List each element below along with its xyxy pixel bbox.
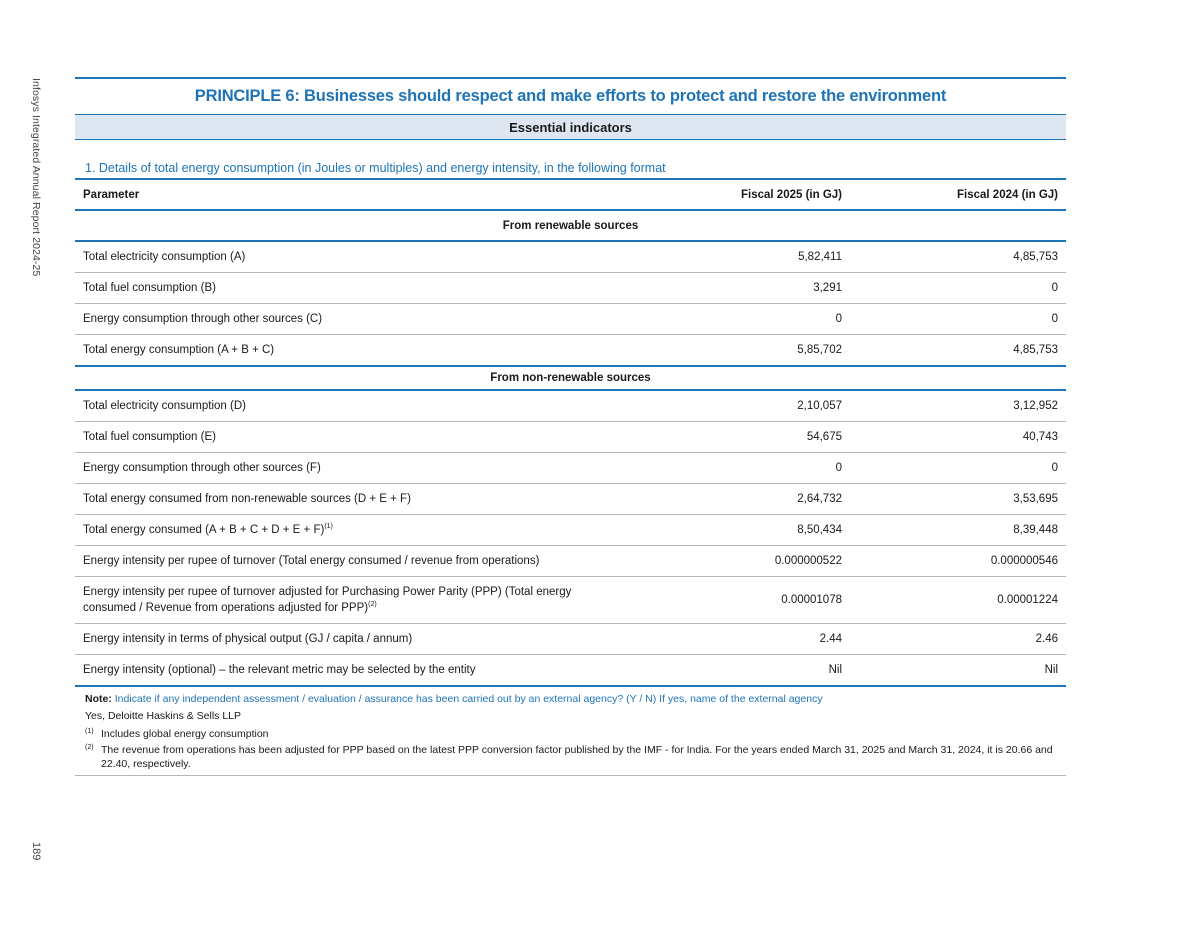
param-text-line-1: Energy intensity per rupee of turnover adjusted for Purchasing Power Parity (PPP) (Total energy [83,586,572,598]
question-text: 1. Details of total energy consumption (in Joules or multiples) and energy intensity, in the following format [85,161,666,175]
fy24-cell: 3,12,952 [850,390,1066,422]
table-header-row [75,179,1066,210]
page-number: 189 [30,842,42,861]
section-row-non-renewable [75,366,1066,390]
section-row-renewable [75,210,1066,241]
fy25-cell: 2.44 [635,624,850,655]
section-label: From renewable sources [75,210,1066,241]
fy25-cell: 0 [635,453,850,484]
fy25-cell: Nil [635,655,850,687]
table-row [75,422,1066,453]
fy24-cell: 40,743 [850,422,1066,453]
fy24-cell: 8,39,448 [850,515,1066,546]
param-cell: Total energy consumption (A + B + C) [75,335,635,367]
param-cell: Total electricity consumption (D) [75,390,635,422]
note-answer: Yes, Deloitte Haskins & Sells LLP [85,710,242,722]
table-row [75,453,1066,484]
footnote-mark: (2) [85,744,94,751]
fy24-cell: 0 [850,304,1066,335]
table-row [75,241,1066,273]
report-title-vertical: Infosys Integrated Annual Report 2024-25 [30,78,42,277]
table-row [75,484,1066,515]
fy24-cell: 0.00001224 [850,577,1066,624]
param-cell: Total fuel consumption (E) [75,422,635,453]
table-row [75,624,1066,655]
fy25-cell: 5,85,702 [635,335,850,367]
notes-section [75,687,1066,776]
footnote-text: Includes global energy consumption [101,728,269,740]
section-label: From non-renewable sources [75,366,1066,390]
footnote-mark: (1) [85,728,94,735]
fy25-cell: 3,291 [635,273,850,304]
param-cell: Energy intensity per rupee of turnover (Total energy consumed / revenue from operations) [75,546,635,577]
fy24-cell: 2.46 [850,624,1066,655]
table-row [75,546,1066,577]
fy24-cell: 0.000000546 [850,546,1066,577]
footnote-1 [85,727,1066,741]
fy25-cell: 0 [635,304,850,335]
footnote-text: The revenue from operations has been adjusted for PPP based on the latest PPP conversion factor published by the IMF - for India. For the years ended March 31, 2025 and March 31, 2024, it is 20.66 and 22.40, respectively. [101,744,1053,770]
fy25-cell: 54,675 [635,422,850,453]
energy-consumption-table [75,178,1066,687]
param-cell [75,515,635,546]
table-row [75,335,1066,367]
fy25-cell: 0.00001078 [635,577,850,624]
fy25-cell: 5,82,411 [635,241,850,273]
fy25-cell: 8,50,434 [635,515,850,546]
param-cell: Energy intensity in terms of physical output (GJ / capita / annum) [75,624,635,655]
principle-title: PRINCIPLE 6: Businesses should respect and make efforts to protect and restore the environment [75,77,1066,114]
table-row [75,273,1066,304]
header-parameter: Parameter [75,179,635,210]
table-row [75,390,1066,422]
header-fiscal-2025: Fiscal 2025 (in GJ) [635,179,850,210]
param-cell: Energy intensity (optional) – the relevant metric may be selected by the entity [75,655,635,687]
param-cell: Energy consumption through other sources (F) [75,453,635,484]
footnote-ref: (1) [324,523,333,531]
fy24-cell: 0 [850,273,1066,304]
table-row [75,655,1066,687]
fy24-cell: Nil [850,655,1066,687]
table-row [75,304,1066,335]
fy25-cell: 0.000000522 [635,546,850,577]
fy25-cell: 2,64,732 [635,484,850,515]
page-content [75,77,1066,776]
param-cell: Total fuel consumption (B) [75,273,635,304]
fy24-cell: 3,53,695 [850,484,1066,515]
note-question: Indicate if any independent assessment / evaluation / assurance has been carried out by an external agency? (Y / N) If yes, name of the external agency [114,693,823,705]
fy24-cell: 4,85,753 [850,335,1066,367]
fy25-cell: 2,10,057 [635,390,850,422]
param-cell: Total electricity consumption (A) [75,241,635,273]
footnote-ref: (2) [368,601,377,609]
section-heading: Essential indicators [75,114,1066,140]
table-row [75,515,1066,546]
header-fiscal-2024: Fiscal 2024 (in GJ) [850,179,1066,210]
table-row [75,577,1066,624]
param-text: Total energy consumed (A + B + C + D + E + F) [83,524,325,536]
param-text-line-2: consumed / Revenue from operations adjusted for PPP) [83,602,369,614]
param-cell: Energy consumption through other sources (C) [75,304,635,335]
fy24-cell: 0 [850,453,1066,484]
note-question-line [85,691,1066,708]
note-label: Note: [85,693,112,705]
footnote-2 [85,743,1066,771]
param-cell [75,577,635,624]
fy24-cell: 4,85,753 [850,241,1066,273]
param-cell: Total energy consumed from non-renewable sources (D + E + F) [75,484,635,515]
